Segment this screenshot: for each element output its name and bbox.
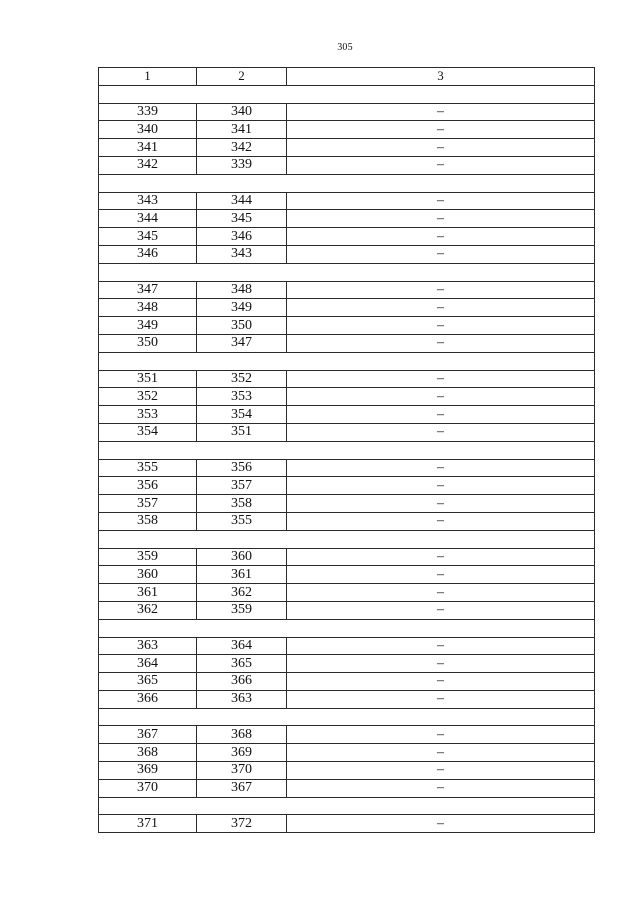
- table-cell-col-3: –: [287, 477, 595, 495]
- table-cell-col-1: 365: [99, 673, 197, 691]
- table-cell-col-3: –: [287, 779, 595, 797]
- group-separator-cell: [99, 352, 595, 370]
- header-cell-2: 2: [197, 68, 287, 86]
- table-cell-col-2: 354: [197, 406, 287, 424]
- table-cell-col-2: 350: [197, 317, 287, 335]
- table-cell-col-2: 364: [197, 637, 287, 655]
- table-cell-col-1: 371: [99, 815, 197, 833]
- table-row: [99, 584, 595, 602]
- table-row: [99, 299, 595, 317]
- table-cell-col-2: 363: [197, 690, 287, 708]
- table-cell-col-3: –: [287, 334, 595, 352]
- table-row: [99, 548, 595, 566]
- table-cell-col-2: 343: [197, 245, 287, 263]
- table-cell-col-3: –: [287, 406, 595, 424]
- table-cell-col-1: 368: [99, 744, 197, 762]
- table-cell-col-3: –: [287, 245, 595, 263]
- group-separator-cell: [99, 174, 595, 192]
- table-cell-col-2: 346: [197, 228, 287, 246]
- table-cell-col-1: 357: [99, 495, 197, 513]
- table-cell-col-3: –: [287, 370, 595, 388]
- table-cell-col-1: 359: [99, 548, 197, 566]
- table-cell-col-2: 352: [197, 370, 287, 388]
- table-cell-col-3: –: [287, 299, 595, 317]
- table-cell-col-3: –: [287, 459, 595, 477]
- table-cell-col-1: 367: [99, 726, 197, 744]
- table-cell-col-1: 345: [99, 228, 197, 246]
- table-row: [99, 156, 595, 174]
- table-cell-col-1: 370: [99, 779, 197, 797]
- table-cell-col-3: –: [287, 637, 595, 655]
- table-cell-col-3: –: [287, 815, 595, 833]
- group-separator-row: [99, 352, 595, 370]
- table-row: [99, 103, 595, 121]
- table-cell-col-1: 366: [99, 690, 197, 708]
- group-separator-cell: [99, 263, 595, 281]
- group-separator-cell: [99, 619, 595, 637]
- header-row: [99, 68, 595, 86]
- table-cell-col-1: 351: [99, 370, 197, 388]
- table-row: [99, 334, 595, 352]
- table-cell-col-2: 339: [197, 156, 287, 174]
- table-cell-col-2: 342: [197, 139, 287, 157]
- header-cell-1: 1: [99, 68, 197, 86]
- table-row: [99, 512, 595, 530]
- table-cell-col-3: –: [287, 423, 595, 441]
- table-cell-col-3: –: [287, 139, 595, 157]
- table-cell-col-3: –: [287, 566, 595, 584]
- group-separator-row: [99, 441, 595, 459]
- table-cell-col-3: –: [287, 690, 595, 708]
- table-row: [99, 388, 595, 406]
- group-separator-row: [99, 85, 595, 103]
- table-cell-col-3: –: [287, 744, 595, 762]
- table-cell-col-2: 353: [197, 388, 287, 406]
- table-row: [99, 370, 595, 388]
- table-cell-col-1: 355: [99, 459, 197, 477]
- table-cell-col-3: –: [287, 601, 595, 619]
- table-row: [99, 477, 595, 495]
- table-cell-col-3: –: [287, 228, 595, 246]
- table-cell-col-2: 359: [197, 601, 287, 619]
- table-row: [99, 690, 595, 708]
- group-separator-row: [99, 530, 595, 548]
- table-cell-col-1: 358: [99, 512, 197, 530]
- table-cell-col-2: 345: [197, 210, 287, 228]
- table-cell-col-2: 368: [197, 726, 287, 744]
- table-cell-col-3: –: [287, 584, 595, 602]
- table-cell-col-1: 356: [99, 477, 197, 495]
- header-cell-3: 3: [287, 68, 595, 86]
- table-cell-col-3: –: [287, 210, 595, 228]
- table-cell-col-1: 346: [99, 245, 197, 263]
- table-row: [99, 637, 595, 655]
- table-cell-col-2: 361: [197, 566, 287, 584]
- table-row: [99, 423, 595, 441]
- group-separator-cell: [99, 441, 595, 459]
- table-row: [99, 406, 595, 424]
- group-separator-row: [99, 797, 595, 815]
- table-cell-col-2: 356: [197, 459, 287, 477]
- group-separator-row: [99, 263, 595, 281]
- table-cell-col-1: 340: [99, 121, 197, 139]
- table-cell-col-3: –: [287, 762, 595, 780]
- table-cell-col-2: 369: [197, 744, 287, 762]
- table-row: [99, 566, 595, 584]
- table-cell-col-2: 340: [197, 103, 287, 121]
- table-cell-col-2: 344: [197, 192, 287, 210]
- group-separator-row: [99, 174, 595, 192]
- group-separator-cell: [99, 708, 595, 726]
- table-cell-col-1: 361: [99, 584, 197, 602]
- table-row: [99, 779, 595, 797]
- table-cell-col-3: –: [287, 192, 595, 210]
- table-cell-col-2: 341: [197, 121, 287, 139]
- table-cell-col-1: 354: [99, 423, 197, 441]
- group-separator-cell: [99, 530, 595, 548]
- table-row: [99, 228, 595, 246]
- table-cell-col-2: 358: [197, 495, 287, 513]
- table-row: [99, 192, 595, 210]
- table-cell-col-1: 369: [99, 762, 197, 780]
- table-cell-col-2: 372: [197, 815, 287, 833]
- table-cell-col-1: 364: [99, 655, 197, 673]
- table-cell-col-1: 353: [99, 406, 197, 424]
- table-cell-col-2: 365: [197, 655, 287, 673]
- table-cell-col-2: 357: [197, 477, 287, 495]
- table-row: [99, 317, 595, 335]
- table-row: [99, 744, 595, 762]
- table-cell-col-1: 343: [99, 192, 197, 210]
- table-row: [99, 762, 595, 780]
- table-cell-col-3: –: [287, 156, 595, 174]
- table-row: [99, 245, 595, 263]
- table-cell-col-2: 355: [197, 512, 287, 530]
- table-cell-col-3: –: [287, 673, 595, 691]
- table-row: [99, 815, 595, 833]
- table-cell-col-3: –: [287, 388, 595, 406]
- table-row: [99, 210, 595, 228]
- group-separator-cell: [99, 797, 595, 815]
- group-separator-row: [99, 708, 595, 726]
- table-row: [99, 121, 595, 139]
- table-cell-col-3: –: [287, 655, 595, 673]
- table-cell-col-1: 344: [99, 210, 197, 228]
- table-cell-col-1: 360: [99, 566, 197, 584]
- table-row: [99, 495, 595, 513]
- table-cell-col-1: 349: [99, 317, 197, 335]
- table-cell-col-1: 348: [99, 299, 197, 317]
- table-cell-col-2: 366: [197, 673, 287, 691]
- table-row: [99, 601, 595, 619]
- table-cell-col-1: 342: [99, 156, 197, 174]
- table-row: [99, 726, 595, 744]
- table-row: [99, 655, 595, 673]
- group-separator-cell: [99, 85, 595, 103]
- table-cell-col-3: –: [287, 317, 595, 335]
- table-cell-col-3: –: [287, 495, 595, 513]
- table-cell-col-1: 362: [99, 601, 197, 619]
- table-cell-col-3: –: [287, 726, 595, 744]
- table-cell-col-2: 370: [197, 762, 287, 780]
- table-cell-col-2: 349: [197, 299, 287, 317]
- table-cell-col-1: 339: [99, 103, 197, 121]
- table-cell-col-1: 341: [99, 139, 197, 157]
- table-cell-col-3: –: [287, 512, 595, 530]
- table-row: [99, 459, 595, 477]
- table-cell-col-2: 360: [197, 548, 287, 566]
- table-cell-col-2: 351: [197, 423, 287, 441]
- table-cell-col-1: 347: [99, 281, 197, 299]
- table-cell-col-3: –: [287, 548, 595, 566]
- table-cell-col-1: 352: [99, 388, 197, 406]
- table-body: [99, 68, 595, 833]
- table-row: [99, 673, 595, 691]
- page-number: 305: [337, 42, 353, 53]
- table-row: [99, 281, 595, 299]
- table-cell-col-2: 367: [197, 779, 287, 797]
- group-separator-row: [99, 619, 595, 637]
- data-table: [98, 67, 595, 833]
- table-cell-col-1: 350: [99, 334, 197, 352]
- table-cell-col-3: –: [287, 281, 595, 299]
- table-cell-col-3: –: [287, 103, 595, 121]
- table-row: [99, 139, 595, 157]
- table-cell-col-2: 362: [197, 584, 287, 602]
- table-cell-col-2: 347: [197, 334, 287, 352]
- table-cell-col-1: 363: [99, 637, 197, 655]
- table-cell-col-3: –: [287, 121, 595, 139]
- table-cell-col-2: 348: [197, 281, 287, 299]
